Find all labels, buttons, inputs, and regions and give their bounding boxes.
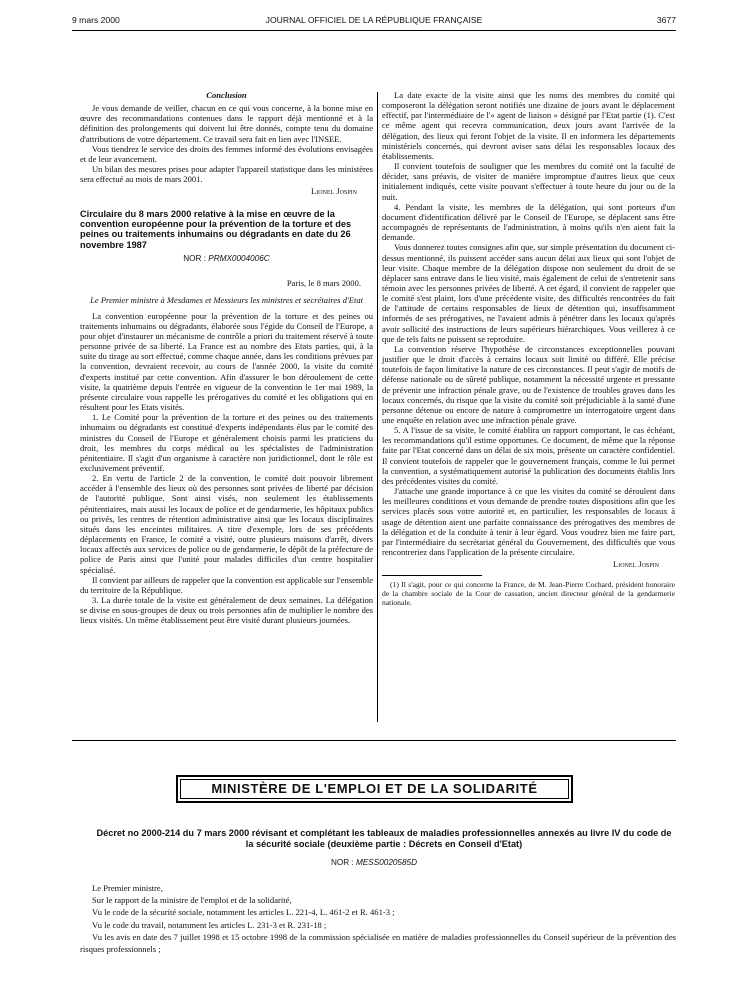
body-paragraph: Vous donnerez toutes consignes afin que, sur simple présentation du document ci-dessus mentionné, ils puissent accéder sans aucun délai aux lieux qui sont l'objet de leur visite. Chaque membre de la délégation dispose non seulement du droit de se déplacer sans entrave dans le lieu visité, mais également de celui de s'entretenir sans témoin avec les personnes privées de liberté. A cet égard, il convient de rappeler que le comité s'est plaint, lors d'une précédente visite, des difficultés rencontrées du fait de l'attitude de certains responsables de lieux de détention qui, insuffisamment informés de ses prérogatives, ne l'avaient admis à pénétrer dans les locaux qu'après avoir sollicité des instructions de leurs supérieurs hiérarchiques. Vous veillerez à ce que de tels faits ne puissent se reproduire. (382, 242, 675, 344)
decree-line: Sur le rapport de la ministre de l'emploi et de la solidarité, (92, 895, 292, 906)
ministry-banner: MINISTÈRE DE L'EMPLOI ET DE LA SOLIDARITÉ (176, 775, 573, 803)
circular-nor (80, 254, 373, 264)
body-paragraph: 5. A l'issue de sa visite, le comité établira un rapport comportant, le cas échéant, les recommandations qu'il estime opportunes. Ce document, de même que la réponse faite par l'Etat concerné dans un délai de six mois, présente un caractère confidentiel. Il convient toutefois de rappeler que le gouvernement français, comme le lui permet la convention, a systématiquement autorisé la publication des documents établis lors des précédentes visites du comité. (382, 425, 675, 486)
decree-line: Vu les avis en date des 7 juillet 1998 et 15 octobre 1998 de la commission spécialisée en matière de maladies professionnelles du Conseil supérieur de la prévention des risques professionnels ; (80, 931, 676, 955)
decree-title: Décret no 2000-214 du 7 mars 2000 révisant et complétant les tableaux de maladies professionnelles annexés au livre IV du code de la sécurité sociale (deuxième partie : Décrets en Conseil d'Etat) (96, 828, 672, 849)
header-date: 9 mars 2000 (72, 15, 120, 25)
conclusion-paragraph: Je vous demande de veiller, chacun en ce qui vous concerne, à la bonne mise en œuvre des recommandations contenues dans le rapport déjà mentionné et à la définition des prolongements qui doivent lui être donnés, compte tenu du domaine d'attributions de votre département. Ce travail sera fait en lien avec l'INSEE. (80, 103, 373, 144)
body-paragraph: 3. La durée totale de la visite est généralement de deux semaines. La délégation se divise en sous-groupes de deux ou trois personnes afin de multiplier le nombre des lieux visités. Un même établissement peut être visité durant plusieurs journées. (80, 595, 373, 626)
decree-line: Le Premier ministre, (92, 883, 163, 893)
nor-label: NOR : (330, 858, 354, 867)
body-paragraph: J'attache une grande importance à ce que les visites du comité se déroulent dans les meilleures conditions et vous demande de prendre toutes dispositions afin que les services placés sous votre autorité et, en particulier, les responsables de locaux à usage de détention aient une parfaite connaissance des prérogatives des membres de la délégation et de la conduite à tenir à leur égard. Vous voudrez bien me faire part, par l'intermédiaire du secrétariat général du Gouvernement, des difficultés que vous rencontreriez dans l'application de la présente circulaire. (382, 486, 675, 558)
place-date: Paris, le 8 mars 2000. (286, 278, 361, 289)
right-column (382, 90, 675, 607)
header-page-number: 3677 (656, 15, 676, 25)
signature: Lionel Jospin (612, 559, 659, 570)
header-journal-title: JOURNAL OFFICIEL DE LA RÉPUBLIQUE FRANÇAISE (265, 15, 483, 25)
conclusion-paragraph: Vous tiendrez le service des droits des femmes informé des évolutions envisagées et de leur avancement. (80, 143, 373, 164)
nor-code: PRMX0004006C (208, 254, 270, 264)
body-paragraph: La convention réserve l'hypothèse de circonstances exceptionnelles pouvant justifier que le droit d'accès à certains locaux soit limité ou différé. Elle précise toutefois de façon limitative la nature de ces circonstances. Il peut s'agir de motifs de défense nationale ou de sûreté publique, notamment la nécessité urgente et pressante de prévenir une infraction pénale grave, ou de l'existence de troubles graves dans les locaux concernés, du risque que la visite du comité soit préjudiciable à la santé d'une personne détenue ou encore de nature à compromettre un interrogatoire urgent dans une enquête en relation avec une infraction pénale grave. (382, 343, 675, 425)
decree-line: Vu le code de la sécurité sociale, notamment les articles L. 221-4, L. 461-2 et R. 461-3 ; (92, 907, 395, 918)
body-paragraph: 2. En vertu de l'article 2 de la convention, le comité doit pouvoir librement accéder à l'ensemble des lieux où des personnes sont privées de liberté par décision de l'autorité publique. Sont ainsi visés, non seulement les établissements pénitentiaires, mais aussi les locaux de police et de gendarmerie, les hôpitaux publics ou privés, les centres de rétention administrative ainsi que les locaux disciplinaires situés dans les enceintes militaires. A titre d'exemple, lors de ses précédents déplacements en France, le comité a visité, outre plusieurs maisons d'arrêt, divers locaux affectés aux services de police ou de gendarmerie, le dépôt de la préfecture de police de Paris ainsi que l'unité pour malades difficiles d'un centre hospitalier spécialisé. (80, 473, 373, 575)
body-paragraph: Il convient toutefois de souligner que les membres du comité ont la faculté de décider, sans préavis, de visiter de manière impromptue d'autres lieux que ceux initialement indiqués, cette visite pouvant s'effectuer à toute heure du jour ou de la nuit. (382, 161, 675, 202)
body-paragraph: Il convient par ailleurs de rappeler que la convention est applicable sur l'ensemble du territoire de la République. (80, 574, 373, 595)
footnote-rule (382, 575, 482, 576)
left-column (80, 90, 373, 626)
signature: Lionel Jospin (310, 186, 357, 197)
body-paragraph: La convention européenne pour la prévention de la torture et des peines ou traitements inhumains ou dégradants, élaborée sous l'égide du Conseil de l'Europe, a pour objet d'instaurer un mécanisme de contrôle a priori du traitement réservé à toute personne privée de sa liberté. La France est au nombre des Etats parties, qui, à la suite du tirage au sort effectué, comme chaque année, dans les conditions prévues par la convention, devraient recevoir, au cours de l'année 2000, la visite du comité d'experts institué par cette convention. Afin d'assurer le bon déroulement de cette visite, la quatrième depuis l'entrée en vigueur de la convention le 1er mai 1989, la présente circulaire vous rappelle les prérogatives du comité et les obligations qui en résultent pour les Etats visités. (80, 310, 373, 413)
body-paragraph: La date exacte de la visite ainsi que les noms des membres du comité qui composeront la délégation seront notifiés une dizaine de jours avant le déplacement effectif, par l'intermédiaire de l'« agent de liaison » désigné par l'Etat partie (1). C'est ce même agent qui recevra communication, deux jours avant l'arrivée de la délégation, des lieux qui feront l'objet de la visite. Il en informera les départements ministériels concernés, qui devront aviser sans délai les responsables locaux des établissements. (382, 90, 675, 161)
decree-nor (0, 858, 748, 867)
nor-code: MESS0020585D (356, 858, 418, 867)
page-header (72, 12, 676, 28)
footnote: (1) Il s'agit, pour ce qui concerne la France, de M. Jean-Pierre Cochard, président honoraire de la chambre sociale de la Cour de cassation, ancien directeur général de la gendarmerie nationale. (382, 580, 675, 608)
decree-line: Vu le code du travail, notamment les articles L. 231-3 et R. 231-18 ; (92, 919, 327, 930)
addressee: Le Premier ministre à Mesdames et Messieurs les ministres et secrétaires d'Etat (90, 294, 363, 305)
body-paragraph: 4. Pendant la visite, les membres de la délégation, qui sont porteurs d'un document d'identification délivré par le Conseil de l'Europe, se déplacent sans être accompagnés de représentants de l'administration, à moins qu'ils n'en aient fait la demande. (382, 201, 675, 243)
conclusion-paragraph: Un bilan des mesures prises pour adapter l'appareil statistique dans les ministères sera effectué au mois de mars 2001. (80, 164, 373, 185)
section-rule (72, 740, 676, 741)
header-rule (72, 30, 676, 31)
body-paragraph: 1. Le Comité pour la prévention de la torture et des peines ou des traitements inhumains ou dégradants est constitué d'experts indépendants élus par le comité des ministres du Conseil de l'Europe et généralement choisis parmi les praticiens du droit, les membres du corps médical ou les spécialistes de l'administration pénitentiaire. Il s'agit d'un organisme à caractère non juridictionnel, dont le rôle est exclusivement préventif. (80, 412, 373, 473)
nor-label: NOR : (183, 254, 206, 264)
circular-title: Circulaire du 8 mars 2000 relative à la mise en œuvre de la convention européenne pour la prévention de la torture et des peines ou traitements inhumains ou dégradants en date du 26 novembre 1987 (80, 208, 352, 250)
conclusion-heading: Conclusion (206, 90, 247, 100)
column-divider (377, 92, 378, 722)
decree-body (80, 882, 676, 955)
